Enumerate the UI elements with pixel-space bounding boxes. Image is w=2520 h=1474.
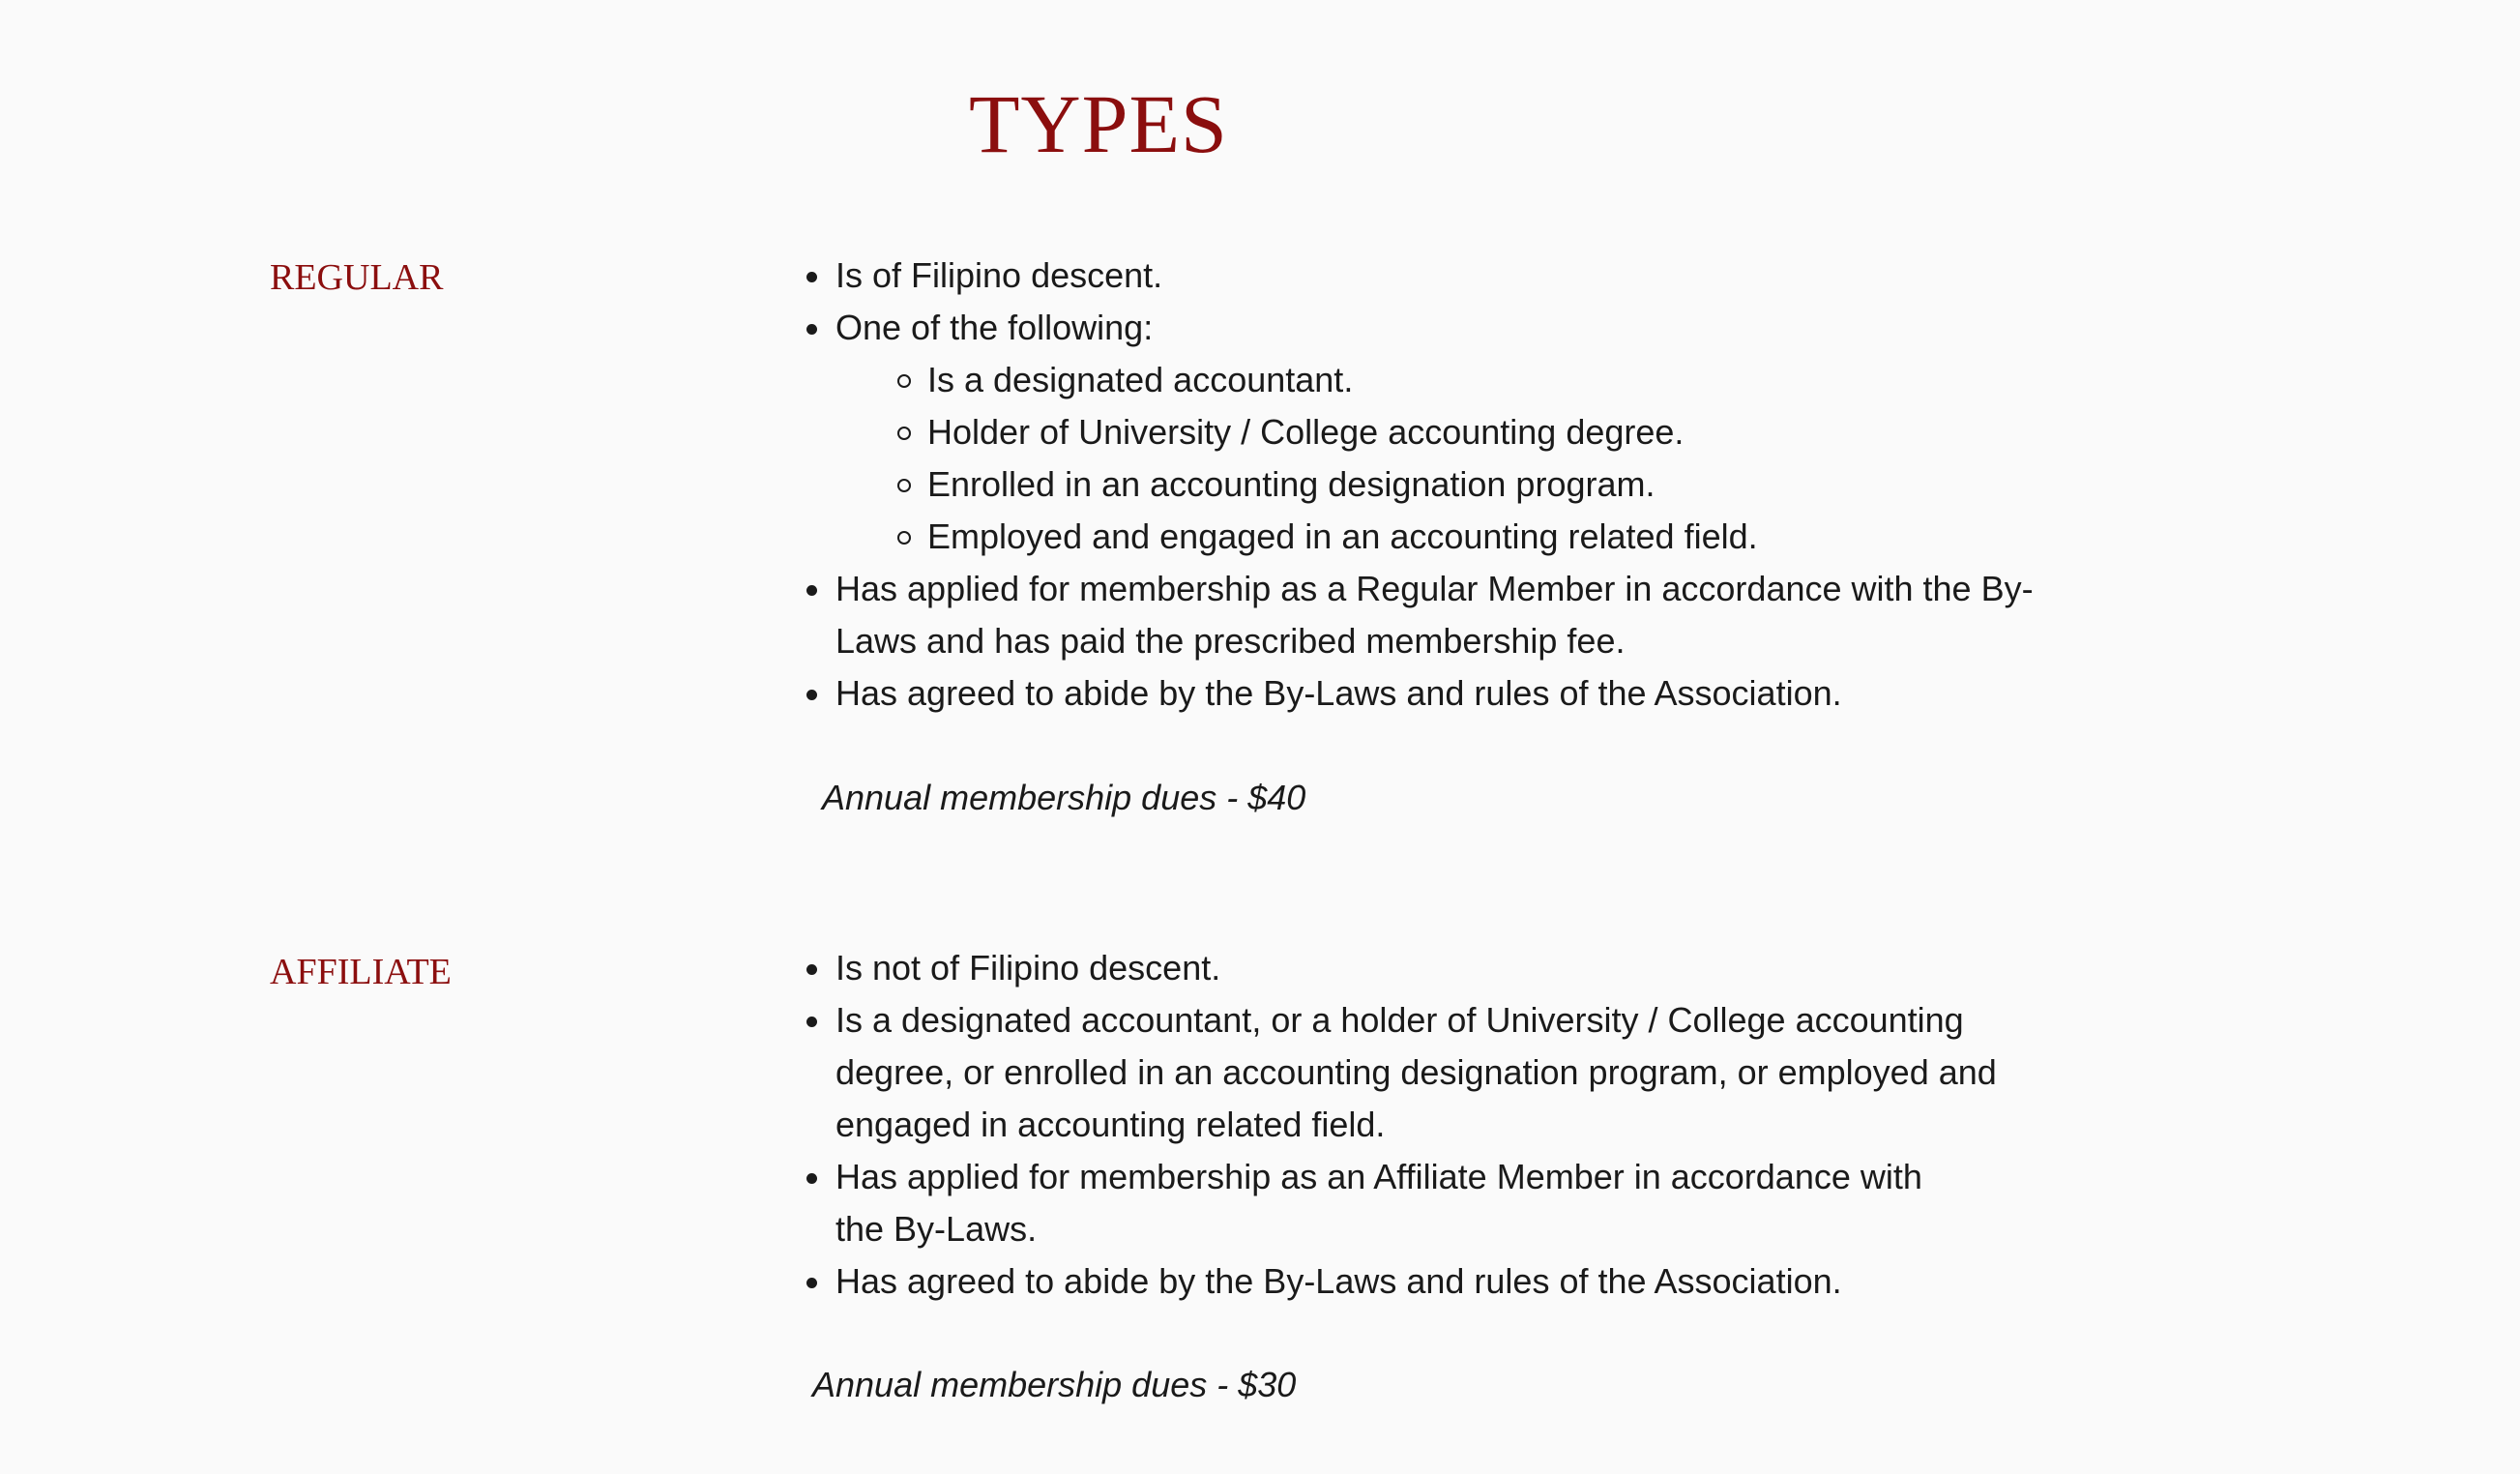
regular-dues: Annual membership dues - $40 [822,778,1306,817]
list-item-text: Is a designated accountant, or a holder of University / College accounting degree, or enrolled in an accounting designation program, or employed and engaged in accounting related field. [835,1000,1997,1144]
list-item [806,667,2064,720]
sub-list-item [835,511,2064,563]
list-item-text: Has agreed to abide by the By-Laws and rules of the Association. [835,1261,1842,1301]
list-item [806,994,2064,1151]
bullet-icon [806,585,817,596]
sub-list-item-text: Enrolled in an accounting designation program. [927,464,1656,504]
list-item-text: Is not of Filipino descent. [835,948,1221,988]
list-item [806,563,2064,667]
regular-criteria-list [806,250,2064,720]
list-item-text: One of the following: [835,308,1154,347]
list-item-text: Has applied for membership as a Regular Member in accordance with the By-Laws and has paid the prescribed membership fee. [835,569,2034,661]
bullet-icon [806,324,817,335]
bullet-icon [806,690,817,700]
bullet-icon [806,1017,817,1027]
list-item [806,302,2064,563]
affiliate-dues: Annual membership dues - $30 [812,1365,1297,1404]
open-bullet-icon [897,531,911,545]
open-bullet-icon [897,479,911,492]
page-title: TYPES [969,77,1228,170]
sub-list-item-text: Holder of University / College accounting degree. [927,412,1685,452]
sub-list-item [835,458,2064,511]
open-bullet-icon [897,374,911,388]
affiliate-criteria-list [806,942,2064,1308]
list-item [806,1151,1928,1255]
sub-list-item [835,354,2064,406]
affiliate-section-label: AFFILIATE [270,952,452,992]
list-item-text: Has applied for membership as an Affiliate Member in accordance with the By-Laws. [835,1157,1922,1249]
sub-list-item-text: Employed and engaged in an accounting related field. [927,516,1758,556]
list-item-text: Has agreed to abide by the By-Laws and rules of the Association. [835,673,1842,713]
bullet-icon [806,1278,817,1288]
list-item-text: Is of Filipino descent. [835,255,1163,295]
bullet-icon [806,964,817,975]
bullet-icon [806,1173,817,1184]
sub-list-item-text: Is a designated accountant. [927,360,1354,399]
sub-list-item [835,406,2064,458]
bullet-icon [806,272,817,282]
list-item [806,250,2064,302]
regular-section-label: REGULAR [270,257,444,298]
list-item [806,1255,2064,1308]
regular-sub-list [835,354,2064,563]
list-item [806,942,2064,994]
open-bullet-icon [897,427,911,440]
